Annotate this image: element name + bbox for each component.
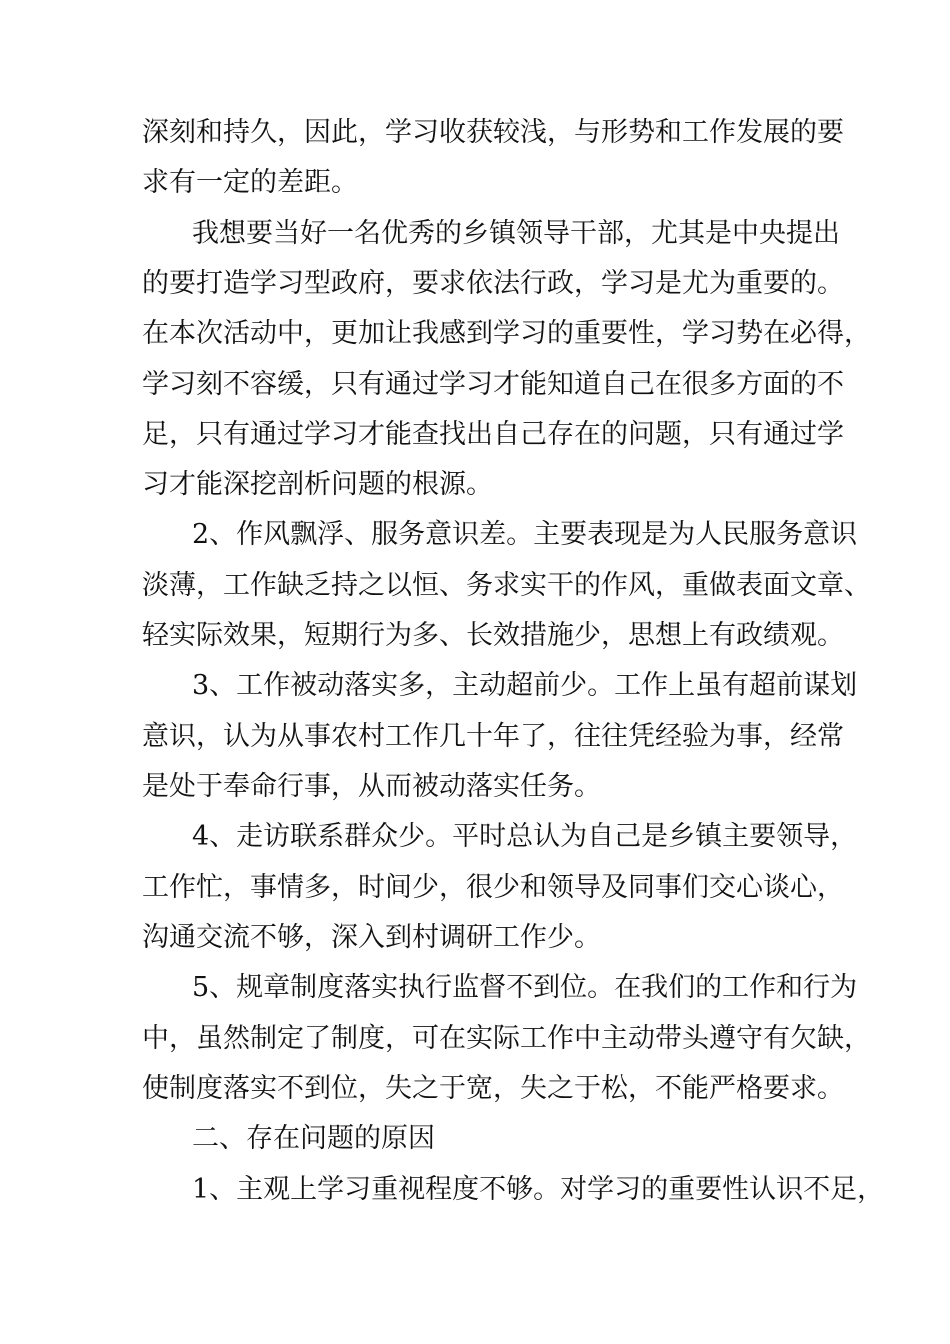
text-line: 的要打造学习型政府，要求依法行政，学习是尤为重要的。	[142, 268, 844, 299]
paragraph-start-line: 2、作风飘浮、服务意识差。主要表现是为人民服务意识	[192, 519, 858, 550]
paragraph-start-line: 我想要当好一名优秀的乡镇领导干部，尤其是中央提出	[192, 218, 840, 249]
text-line: 意识，认为从事农村工作几十年了，往往凭经验为事，经常	[142, 721, 844, 752]
text-line: 学习刻不容缓，只有通过学习才能知道自己在很多方面的不	[142, 369, 844, 400]
text-line: 工作忙，事情多，时间少，很少和领导及同事们交心谈心，	[142, 872, 844, 903]
paragraph-start-line: 3、工作被动落实多，主动超前少。工作上虽有超前谋划	[192, 670, 858, 701]
text-line: 沟通交流不够，深入到村调研工作少。	[142, 922, 601, 953]
text-line: 在本次活动中，更加让我感到学习的重要性，学习势在必得，	[142, 318, 871, 349]
paragraph-start-line: 5、规章制度落实执行监督不到位。在我们的工作和行为	[192, 972, 858, 1003]
text-line: 中，虽然制定了制度，可在实际工作中主动带头遵守有欠缺，	[142, 1023, 871, 1054]
text-line: 求有一定的差距。	[142, 167, 358, 198]
text-line: 轻实际效果，短期行为多、长效措施少，思想上有政绩观。	[142, 620, 844, 651]
paragraph-start-line: 4、走访联系群众少。平时总认为自己是乡镇主要领导，	[192, 821, 858, 852]
text-line: 是处于奉命行事，从而被动落实任务。	[142, 771, 601, 802]
text-line: 习才能深挖剖析问题的根源。	[142, 469, 493, 500]
text-line: 淡薄，工作缺乏持之以恒、务求实干的作风，重做表面文章、	[142, 570, 871, 601]
section-heading: 二、存在问题的原因	[192, 1123, 435, 1154]
text-line: 足，只有通过学习才能查找出自己存在的问题，只有通过学	[142, 419, 844, 450]
paragraph-start-line: 1、主观上学习重视程度不够。对学习的重要性认识不足，	[192, 1174, 885, 1205]
text-line: 深刻和持久，因此，学习收获较浅，与形势和工作发展的要	[142, 117, 844, 148]
text-line: 使制度落实不到位，失之于宽，失之于松，不能严格要求。	[142, 1073, 844, 1104]
